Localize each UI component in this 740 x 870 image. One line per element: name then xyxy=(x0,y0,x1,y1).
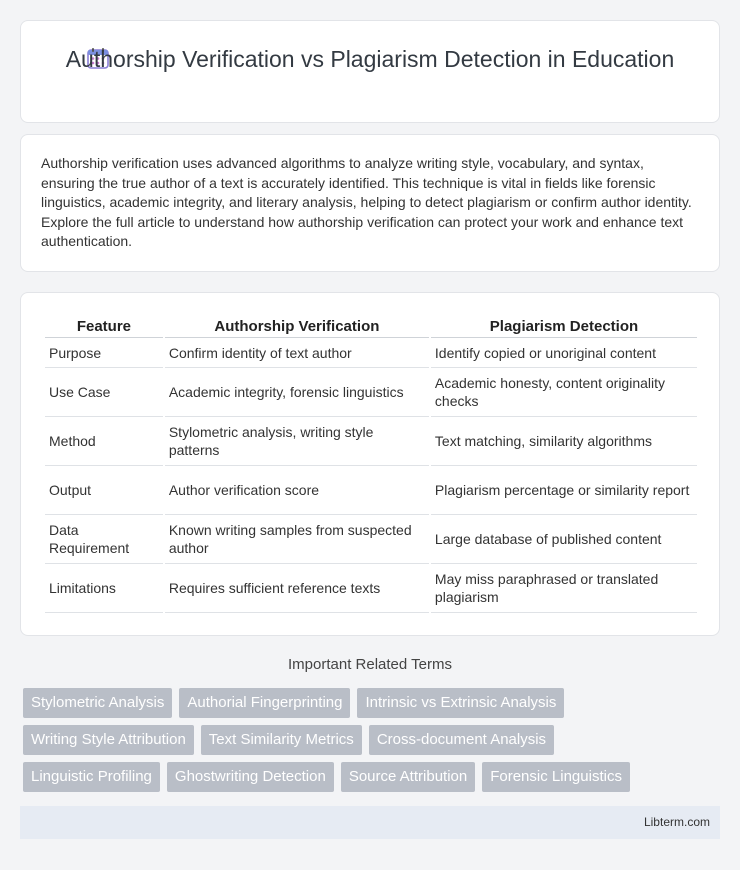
tag-row xyxy=(23,762,703,792)
column-header: Plagiarism Detection xyxy=(431,315,697,338)
tag-row xyxy=(23,725,703,755)
term-tag[interactable]: Authorial Fingerprinting xyxy=(179,688,350,718)
comparison-table xyxy=(43,315,699,613)
table-header-row xyxy=(45,315,697,338)
column-header: Authorship Verification xyxy=(165,315,429,338)
related-terms-list xyxy=(23,688,703,799)
table-row xyxy=(45,338,697,368)
term-tag[interactable]: Ghostwriting Detection xyxy=(167,762,334,792)
table-cell: Author verification score xyxy=(165,466,429,515)
page-title: Authorship Verification vs Plagiarism Detection in Education xyxy=(65,46,675,72)
table-cell: Plagiarism percentage or similarity report xyxy=(431,466,697,515)
table-cell: Requires sufficient reference texts xyxy=(165,564,429,613)
column-header: Feature xyxy=(45,315,163,338)
table-cell: May miss paraphrased or translated plagiarism xyxy=(431,564,697,613)
table-row xyxy=(45,564,697,613)
table-cell: Data Requirement xyxy=(45,515,163,564)
footer-site-link[interactable]: Libterm.com xyxy=(643,815,710,829)
term-tag[interactable]: Writing Style Attribution xyxy=(23,725,194,755)
table-cell: Known writing samples from suspected author xyxy=(165,515,429,564)
title-card xyxy=(20,20,720,123)
table-cell: Text matching, similarity algorithms xyxy=(431,417,697,466)
table-row xyxy=(45,417,697,466)
term-tag[interactable]: Source Attribution xyxy=(341,762,475,792)
table-cell: Academic honesty, content originality checks xyxy=(431,368,697,417)
tag-row xyxy=(23,688,703,718)
table-cell: Large database of published content xyxy=(431,515,697,564)
table-cell: Limitations xyxy=(45,564,163,613)
related-terms-heading: Important Related Terms xyxy=(288,656,452,673)
table-cell: Method xyxy=(45,417,163,466)
term-tag[interactable]: Text Similarity Metrics xyxy=(201,725,362,755)
table-cell: Confirm identity of text author xyxy=(165,338,429,368)
table-cell: Identify copied or unoriginal content xyxy=(431,338,697,368)
table-row xyxy=(45,466,697,515)
term-tag[interactable]: Forensic Linguistics xyxy=(482,762,630,792)
table-cell: Academic integrity, forensic linguistics xyxy=(165,368,429,417)
term-tag[interactable]: Intrinsic vs Extrinsic Analysis xyxy=(357,688,564,718)
table-cell: Stylometric analysis, writing style patterns xyxy=(165,417,429,466)
table-cell: Purpose xyxy=(45,338,163,368)
comparison-table-card xyxy=(20,292,720,636)
term-tag[interactable]: Linguistic Profiling xyxy=(23,762,160,792)
intro-paragraph: Authorship verification uses advanced algorithms to analyze writing style, vocabulary, and syntax, ensuring the true author of a text is accurately identified. This technique is vital in fields like forensic linguistics, academic integrity, and literary analysis, helping to detect plagiarism or confirm author identity. Explore the full article to understand how authorship verification can protect your work and enhance text authentication. xyxy=(41,155,692,249)
table-row xyxy=(45,515,697,564)
table-cell: Output xyxy=(45,466,163,515)
term-tag[interactable]: Stylometric Analysis xyxy=(23,688,172,718)
table-row xyxy=(45,368,697,417)
term-tag[interactable]: Cross-document Analysis xyxy=(369,725,554,755)
table-cell: Use Case xyxy=(45,368,163,417)
intro-card xyxy=(20,134,720,272)
footer xyxy=(20,806,720,839)
